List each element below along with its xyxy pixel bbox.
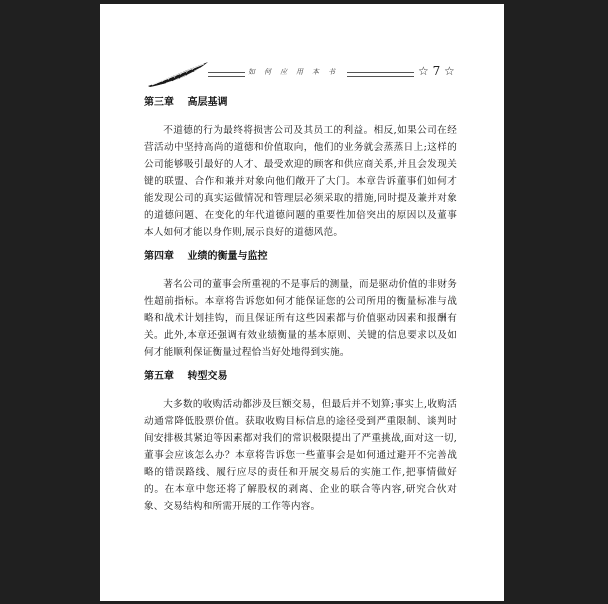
- chapter-5-paragraph: 大多数的收购活动都涉及巨额交易，但最后并不划算;事实上,收购活动通常降低股票价值。获取收购目标信息的途径受到严重限制、谈判时间安排极其紧迫等因素都对我们的常识极限提出了严重挑战,面对这一切,董事会应该怎么办？本章将告诉您一些董事会是如何通过避开不完善战略的错误路线、履行应尽的责任和开展交易后的实施工作,把事情做好的。在本章中您还将了解股权的剥离、企业的联合等内容,研究合伙对象、交易结构和所需开展的工作等内容。: [144, 399, 457, 512]
- chapter-3-paragraph: 不道德的行为最终将损害公司及其员工的利益。相反,如果公司在经营活动中坚持高尚的道德和价值取向，他们的业务就会蒸蒸日上;这样的公司能够吸引最好的人才、最受欢迎的顾客和供应商关系,并且会发现关键的联盟、合作和兼并对象向他们敞开了大门。本章告诉董事们如何才能发现公司的真实运做情况和管理层必须采取的措施,同时提及兼并对象的道德问题、在变化的年代道德问题的重要性加倍突出的原因以及董事本人如何才能以身作则,展示良好的道德风范。: [144, 125, 457, 238]
- chapter-4-heading: 第四章 业绩的衡量与监控: [144, 251, 268, 262]
- page-content: [144, 96, 457, 524]
- chapter-3-heading: 第三章 高层基调: [144, 97, 228, 108]
- chapter-5-heading: 第五章 转型交易: [144, 371, 228, 382]
- running-header: [100, 60, 504, 90]
- chapter-4-paragraph: 著名公司的董事会所重视的不是事后的测量，而是驱动价值的非财务性超前指标。本章将告诉您如何才能保证您的公司所用的衡量标准与战略和战术计划挂钩，而且保证所有这些因素都与价值驱动因素和报酬有关。此外,本章还强调有效业绩衡量的基本原则、关键的信息要求以及如何才能顺利保证衡量过程恰当好处地得到实施。: [144, 279, 457, 358]
- running-title: 如何应用本书: [245, 67, 347, 77]
- page-number: ☆ 7 ☆: [418, 64, 455, 78]
- feather-quill-icon: [146, 60, 210, 88]
- book-page: [100, 4, 504, 601]
